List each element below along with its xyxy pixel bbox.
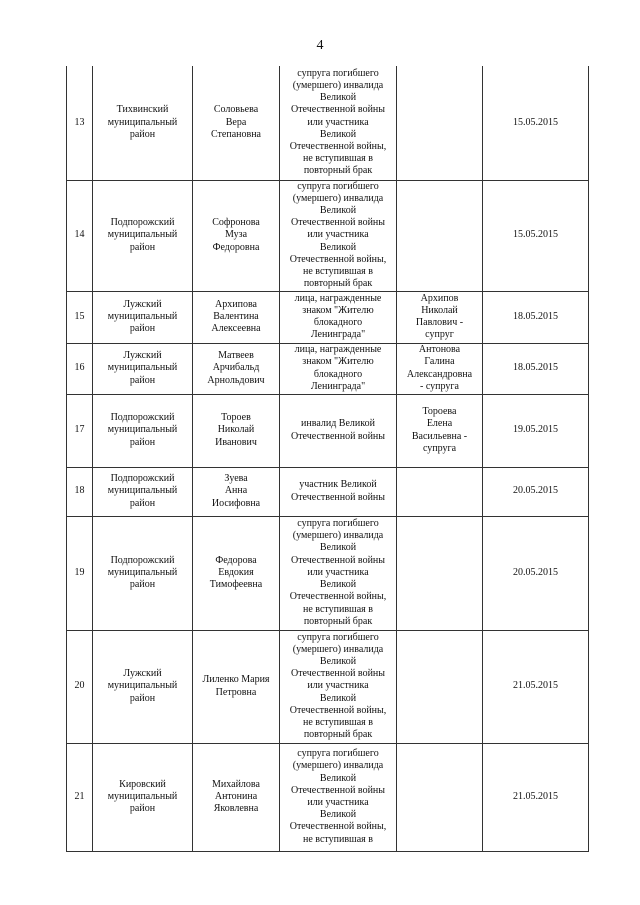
date-cell: 20.05.2015 — [483, 467, 589, 516]
date-cell: 19.05.2015 — [483, 394, 589, 467]
row-number: 15 — [67, 291, 93, 343]
relative-cell: Антонова Галина Александровна - супруга — [397, 343, 483, 394]
table-row — [67, 180, 589, 291]
row-number: 19 — [67, 516, 93, 630]
district-cell: Лужский муниципальный район — [93, 343, 193, 394]
district-cell: Лужский муниципальный район — [93, 630, 193, 743]
category-cell: супруга погибшего (умершего) инвалида Великой Отечественной войны или участника Великой Отечественной войны, не вступившая в повторный брак — [280, 630, 397, 743]
name-cell: Архипова Валентина Алексеевна — [193, 291, 280, 343]
page-number: 4 — [316, 38, 324, 53]
row-number: 13 — [67, 66, 93, 180]
table-row — [67, 516, 589, 630]
name-cell: Зуева Анна Иосифовна — [193, 467, 280, 516]
name-cell: Федорова Евдокия Тимофеевна — [193, 516, 280, 630]
table-row — [67, 467, 589, 516]
row-number: 18 — [67, 467, 93, 516]
row-number: 20 — [67, 630, 93, 743]
table-row — [67, 394, 589, 467]
category-cell: супруга погибшего (умершего) инвалида Великой Отечественной войны или участника Великой Отечественной войны, не вступившая в повторный брак — [280, 66, 397, 180]
relative-cell: Архипов Николай Павлович - супруг — [397, 291, 483, 343]
name-cell: Софронова Муза Федоровна — [193, 180, 280, 291]
name-cell: Матвеев Арчибальд Арнольдович — [193, 343, 280, 394]
category-cell: инвалид Великой Отечественной войны — [280, 394, 397, 467]
category-cell: участник Великой Отечественной войны — [280, 467, 397, 516]
date-cell: 15.05.2015 — [483, 66, 589, 180]
date-cell: 20.05.2015 — [483, 516, 589, 630]
row-number: 14 — [67, 180, 93, 291]
relative-cell — [397, 467, 483, 516]
row-number: 21 — [67, 743, 93, 851]
recipients-table — [66, 66, 589, 852]
relative-cell: Тороева Елена Васильевна - супруга — [397, 394, 483, 467]
name-cell: Лиленко Мария Петровна — [193, 630, 280, 743]
district-cell: Кировский муниципальный район — [93, 743, 193, 851]
date-cell: 21.05.2015 — [483, 630, 589, 743]
category-cell: супруга погибшего (умершего) инвалида Великой Отечественной войны или участника Великой Отечественной войны, не вступившая в повторный брак — [280, 180, 397, 291]
date-cell: 21.05.2015 — [483, 743, 589, 851]
relative-cell — [397, 630, 483, 743]
relative-cell — [397, 66, 483, 180]
row-number: 16 — [67, 343, 93, 394]
table-row — [67, 343, 589, 394]
table-row — [67, 743, 589, 851]
table-row — [67, 630, 589, 743]
district-cell: Подпорожский муниципальный район — [93, 467, 193, 516]
district-cell: Лужский муниципальный район — [93, 291, 193, 343]
district-cell: Подпорожский муниципальный район — [93, 516, 193, 630]
table-row — [67, 291, 589, 343]
table-row — [67, 66, 589, 180]
category-cell: лица, награжденные знаком "Жителю блокадного Ленинграда" — [280, 291, 397, 343]
name-cell: Соловьева Вера Степановна — [193, 66, 280, 180]
date-cell: 15.05.2015 — [483, 180, 589, 291]
category-cell: супруга погибшего (умершего) инвалида Великой Отечественной войны или участника Великой Отечественной войны, не вступившая в — [280, 743, 397, 851]
date-cell: 18.05.2015 — [483, 343, 589, 394]
district-cell: Подпорожский муниципальный район — [93, 180, 193, 291]
category-cell: лица, награжденные знаком "Жителю блокадного Ленинграда" — [280, 343, 397, 394]
relative-cell — [397, 180, 483, 291]
row-number: 17 — [67, 394, 93, 467]
relative-cell — [397, 516, 483, 630]
name-cell: Тороев Николай Иванович — [193, 394, 280, 467]
relative-cell — [397, 743, 483, 851]
district-cell: Подпорожский муниципальный район — [93, 394, 193, 467]
date-cell: 18.05.2015 — [483, 291, 589, 343]
district-cell: Тихвинский муниципальный район — [93, 66, 193, 180]
category-cell: супруга погибшего (умершего) инвалида Великой Отечественной войны или участника Великой Отечественной войны, не вступившая в повторный брак — [280, 516, 397, 630]
name-cell: Михайлова Антонина Яковлевна — [193, 743, 280, 851]
